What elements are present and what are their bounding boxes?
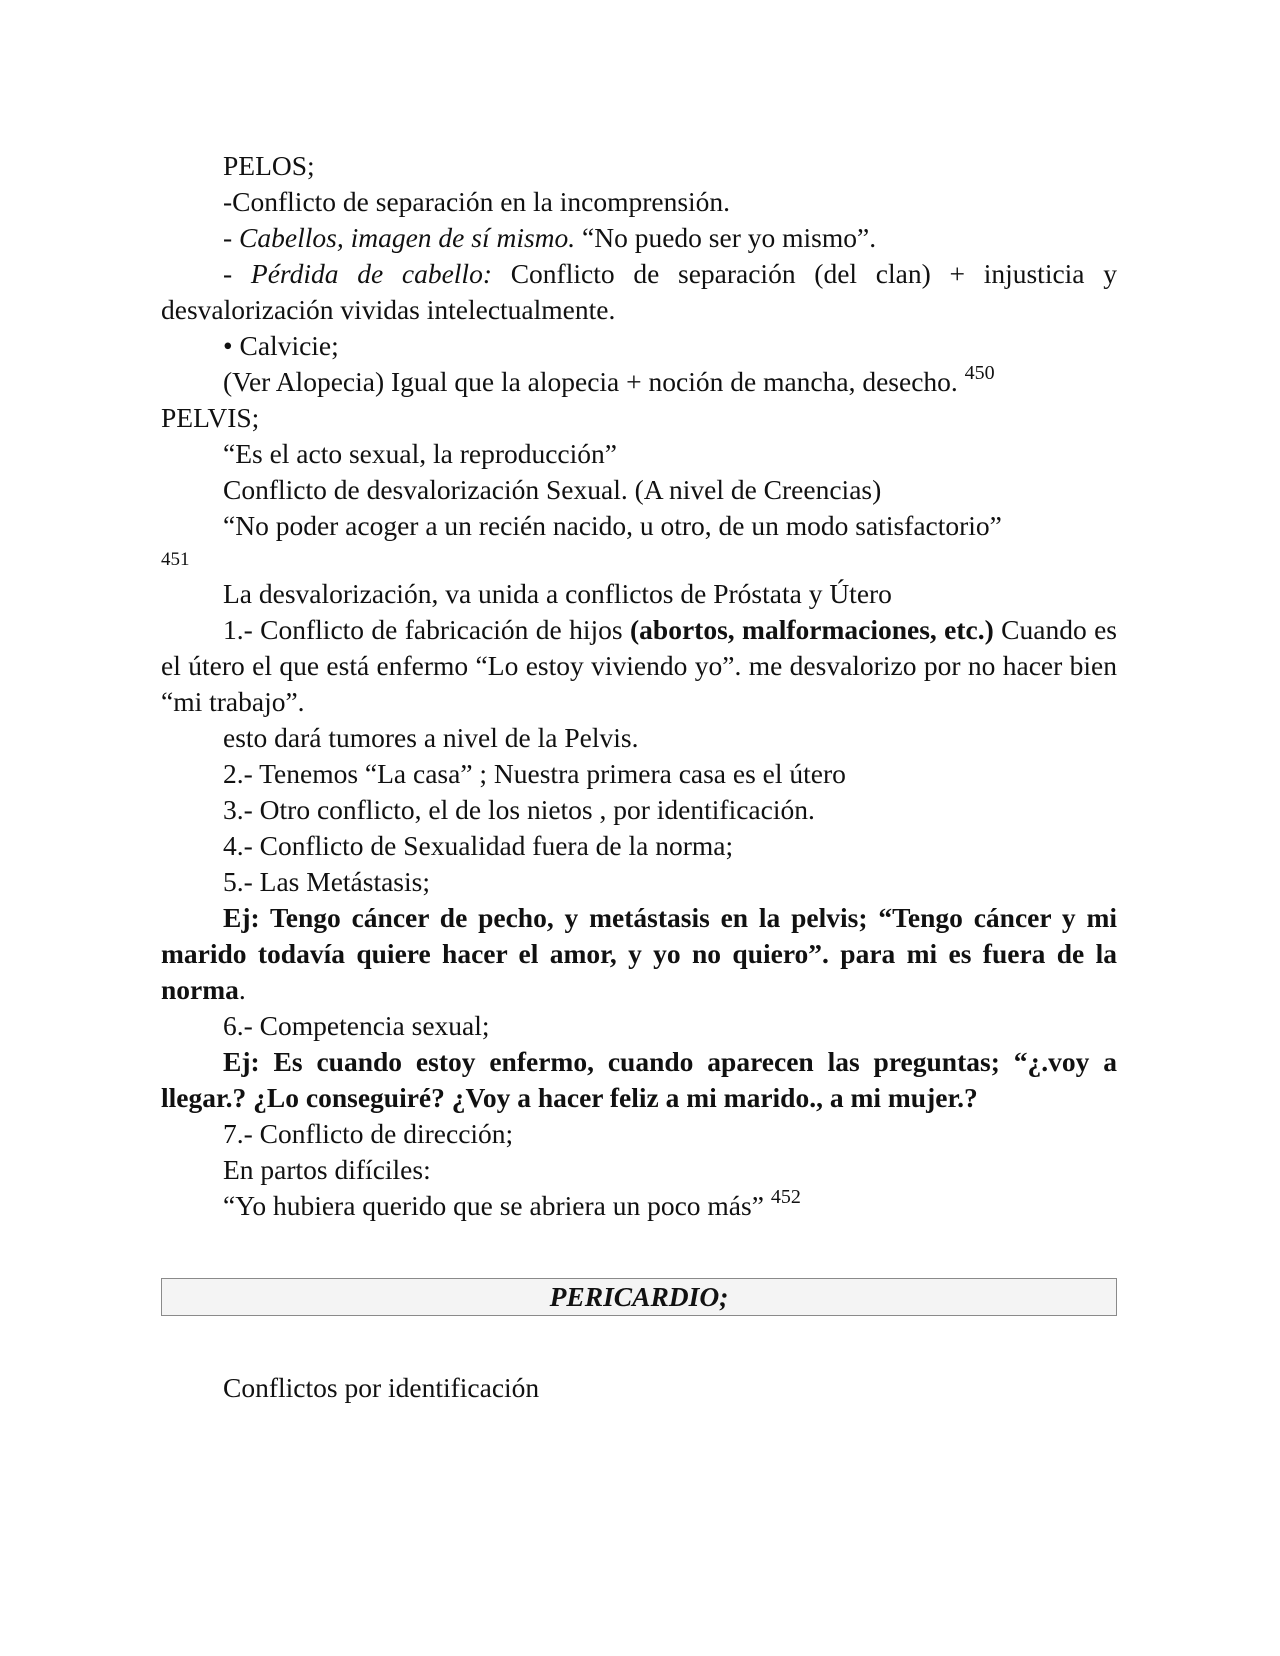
pelvis-tumores: esto dará tumores a nivel de la Pelvis.: [223, 722, 639, 753]
pelos-line-3: - Pérdida de cabello: Conflicto de separación (del clan) + injusticia y desvalorización vividas intelectualmente.: [161, 258, 1117, 325]
pelos-line-2-italic: Cabellos, imagen de sí mismo.: [239, 222, 576, 253]
pelos-calvicie: • Calvicie;: [223, 330, 339, 361]
pelvis-item-3: 3.- Otro conflicto, el de los nietos , por identificación.: [223, 794, 815, 825]
pelvis-heading: PELVIS;: [161, 402, 260, 433]
pelos-line-3-italic: Pérdida de cabello:: [250, 258, 492, 289]
spacer: [161, 1224, 1117, 1266]
pelos-alopecia: (Ver Alopecia) Igual que la alopecia + noción de mancha, desecho. $^{450}$: [223, 362, 995, 397]
pelvis-quote-3: “Yo hubiera querido que se abriera un poco más” $^{452}$: [223, 1186, 801, 1221]
document-page: [161, 148, 1117, 1406]
pelvis-item-1-bold: (abortos, malformaciones, etc.): [630, 614, 994, 645]
pelvis-item-1: 1.- Conflicto de fabricación de hijos (abortos, malformaciones, etc.) Cuando es el útero el que está enfermo “Lo estoy viviendo yo”. me desvalorizo por no hacer bien “mi trabajo”.: [161, 614, 1117, 717]
pelvis-partos: En partos difíciles:: [223, 1154, 431, 1185]
pelvis-desvalorizacion: La desvalorización, va unida a conflictos de Próstata y Útero: [223, 578, 892, 609]
pelvis-item-5: 5.- Las Metástasis;: [223, 866, 430, 897]
pelvis-example-1: Ej: Tengo cáncer de pecho, y metástasis en la pelvis; “Tengo cáncer y mi marido todavía quiere hacer el amor, y yo no quiero”. para mi es fuera de la norma.: [161, 902, 1117, 1005]
pelvis-example-2: Ej: Es cuando estoy enfermo, cuando aparecen las preguntas; “¿.voy a llegar.? ¿Lo conseguiré? ¿Voy a hacer feliz a mi marido., a mi mujer.?: [161, 1046, 1117, 1113]
pelvis-item-7: 7.- Conflicto de dirección;: [223, 1118, 514, 1149]
pelos-line-1: -Conflicto de separación en la incomprensión.: [223, 186, 731, 217]
pelvis-quote-1: “Es el acto sexual, la reproducción”: [223, 438, 617, 469]
footnote-ref-452: 452: [770, 1186, 801, 1208]
pelvis-quote-2: “No poder acoger a un recién nacido, u otro, de un modo satisfactorio”: [223, 510, 1002, 541]
pelvis-item-4: 4.- Conflicto de Sexualidad fuera de la norma;: [223, 830, 734, 861]
spacer: [161, 1316, 1117, 1370]
pelos-heading: PELOS;: [223, 150, 315, 181]
pelvis-item-2: 2.- Tenemos “La casa” ; Nuestra primera casa es el útero: [223, 758, 846, 789]
pelvis-conflict: Conflicto de desvalorización Sexual. (A nivel de Creencias): [223, 474, 882, 505]
pericardio-line-1: Conflictos por identificación: [223, 1372, 540, 1403]
pericardio-heading-box: PERICARDIO;: [161, 1278, 1117, 1316]
pelos-line-2: - Cabellos, imagen de sí mismo. “No puedo ser yo mismo”.: [223, 222, 877, 253]
pelvis-item-6: 6.- Competencia sexual;: [223, 1010, 490, 1041]
footnote-ref-450: 450: [964, 362, 995, 384]
footnote-ref-451: 451: [161, 549, 190, 570]
